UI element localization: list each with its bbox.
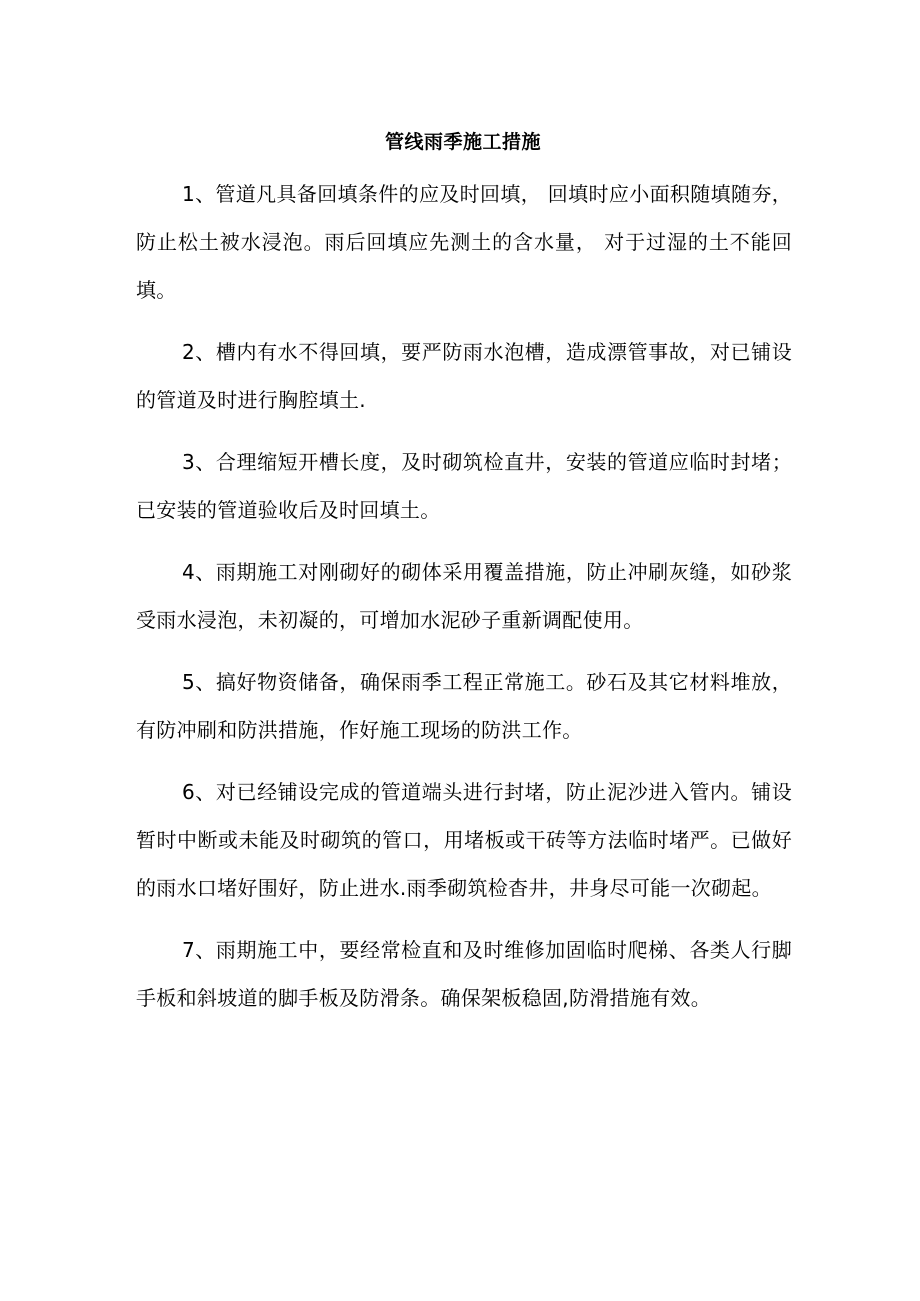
paragraph-3: 3、合理缩短开槽长度，及时砌筑检直井，安装的管道应临时封堵；已安装的管道验收后及时回填土。 [136, 450, 792, 522]
paragraph-7: 7、雨期施工中，要经常检直和及时维修加固临时爬梯、各类人行脚手板和斜坡道的脚手板及防滑条。确保架板稳固,防滑措施有效。 [136, 938, 792, 1010]
document-title: 管线雨季施工措施 [384, 131, 541, 153]
paragraph-1: 1、管道凡具备回填条件的应及时回填， 回填时应小面积随填随夯， 防止松土被水浸泡。雨后回填应先测土的含水量， 对于过湿的土不能回填。 [136, 182, 792, 302]
document-body [136, 170, 792, 1036]
paragraph-4: 4、雨期施工对刚砌好的砌体采用覆盖措施，防止冲刷灰缝，如砂浆受雨水浸泡，未初凝的，可增加水泥砂子重新调配使用。 [136, 560, 792, 632]
paragraph-6: 6、对已经铺设完成的管道端头进行封堵，防止泥沙进入管内。铺设暂时中断或未能及时砌筑的管口，用堵板或干砖等方法临时堵严。已做好的雨水口堵好围好，防止进水.雨季砌筑检杳井，井身尽可能一次砌起。 [136, 780, 792, 900]
paragraph-5: 5、搞好物资储备，确保雨季工程正常施工。砂石及其它材料堆放，有防冲刷和防洪措施，作好施工现场的防洪工作。 [136, 670, 792, 742]
paragraph-2: 2、槽内有水不得回填，要严防雨水泡槽，造成漂管事故，对已铺设的管道及时进行胸腔填土. [136, 340, 792, 412]
